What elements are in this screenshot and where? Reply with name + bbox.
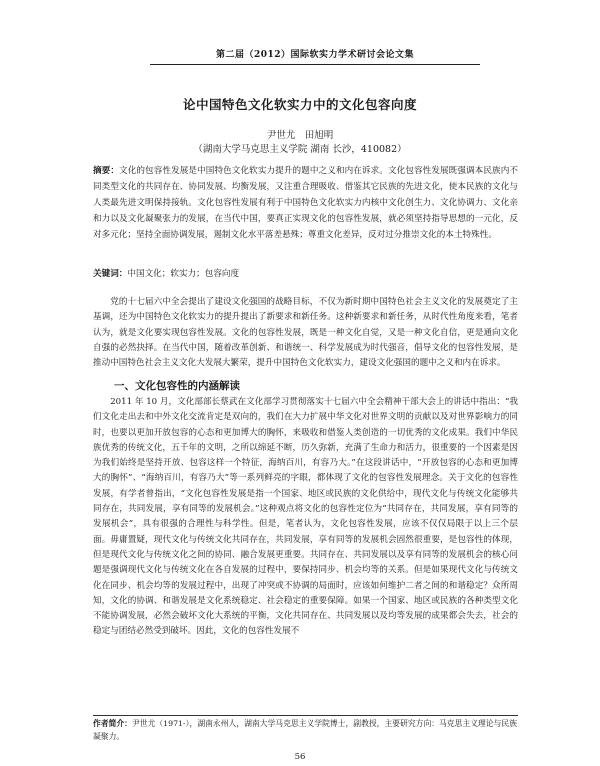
footnote-label: 作者简介： [93, 719, 132, 728]
abstract-text: 文化的包容性发展是中国特色文化软实力提升的题中之义和内在诉求。文化包容性发展既强调本民族内不同类型文化的共同存在、协同发展、均衡发展，又注重合理吸收、借鉴其它民族的先进文化，使本民族的文化与人类最先进文明保持接轨。文化包容性发展有利于中国特色文化软实力内核中文化创生力、文化协调力、文化亲和力以及文化凝聚张力的发展，在当代中国，要真正实现文化的包容性发展，就必须坚持指导思想的一元化，反对多元化；坚持全面协调发展，遏制文化水平落差悬殊；尊重文化差异，反对过分推崇文化的本土特殊性。 [93, 166, 518, 240]
affiliation: （湖南大学马克思主义学院 湖南 长沙，410082） [193, 144, 407, 155]
keywords [93, 267, 518, 281]
abstract-label: 摘要： [93, 166, 120, 176]
intro-paragraph: 党的十七届六中全会提出了建设文化强国的战略目标，不仅为新时期中国特色社会主义文化的发展奠定了主基调，还为中国特色文化软实力的提升提出了新要求和新任务。这种新要求和新任务，从时代性角度来看，笔者认为，就是文化要实现包容性发展。文化的包容性发展，既是一种文化自觉，又是一种文化自信，更是通向文化自强的必然抉择。在当代中国，随着改革创新、和谐统一、科学发展成为时代强音，倡导文化的包容性发展，是推动中国特色社会主义文化大发展大繁荣，提升中国特色文化软实力，建设文化强国的题中之义和内在诉求。 [93, 297, 518, 369]
authors: 尹世尤 田旭明 [266, 130, 334, 141]
page-number: 56 [294, 752, 306, 762]
keywords-label: 关键词： [93, 269, 128, 279]
running-header: 第二届（2012）国际软实力学术研讨会论文集 [150, 47, 480, 65]
abstract [93, 163, 518, 243]
author-footnote [93, 718, 518, 743]
footnote-text: 尹世尤（1971-），湖南永州人，湖南大学马克思主义学院博士，副教授，主要研究方向：马克思主义理论与民族凝聚力。 [93, 719, 518, 741]
footnote-divider [93, 715, 518, 716]
section-paragraph: 2011 年 10 月，文化部部长蔡武在文化部学习贯彻落实十七届六中全会精神干部大会上的讲话中指出：“我们文化走出去和中外文化交流肯定是双向的，我们在大力扩展中华文化对世界文明的贡献以及对世界影响力的同时，也要以更加开放包容的心态和更加博大的胸怀，来吸收和借鉴人类创造的一切优秀的文化成果。我们中华民族优秀的传统文化，五千年的文明，之所以绵延不断，历久弥新，充满了生命力和活力，很重要的一个因素是因为我们始终是坚持开放、包容这样一个特征，海纳百川，有容乃大。”在这段讲话中，“开放包容的心态和更加博大的胸怀”、“海纳百川，有容乃大”等一系列鲜亮的字眼，都体现了文化的包容性发展理念。关于文化的包容性发展，有学者曾指出，“文化包容性发展是指一个国家、地区或民族的文化供给中，现代文化与传统文化能够共同存在，共同发展，享有同等的发展机会。”这种观点将文化的包容性定位为“共同存在，共同发展，享有同等的发展机会”，具有很强的合理性与科学性。但是，笔者认为，文化包容性发展，应该不仅仅局限于以上三个层面。毋庸置疑，现代文化与传统文化共同存在，共同发展，享有同等的发展机会固然很重要，是包容性的体现，但是现代文化与传统文化之间的协同、融合发展更重要。共同存在、共同发展以及享有同等的发展机会的核心问题是强调现代文化与传统文化在各自发展的过程中，要保持同步、机会均等的关系。但是如果现代文化与传统文化在同步、机会均等的发展过程中，出现了冲突或不协调的局面时，应该如何维护二者之间的和谐稳定？众所周知，文化的协调、和谐发展是文化系统稳定、社会稳定的重要保障。如果一个国家、地区或民族的各种类型文化不能协调发展，必然会破坏文化大系统的平衡，文化共同存在、共同发展以及均等发展的成果都会失去，社会的稳定与团结必然受到破坏。因此，文化的包容性发展不 [93, 397, 518, 637]
section-heading: 一、文化包容性的内涵解读 [114, 380, 240, 392]
paper-title: 论中国特色文化软实力中的文化包容向度 [182, 97, 417, 112]
keywords-text: 中国文化；软实力；包容向度 [127, 269, 240, 279]
